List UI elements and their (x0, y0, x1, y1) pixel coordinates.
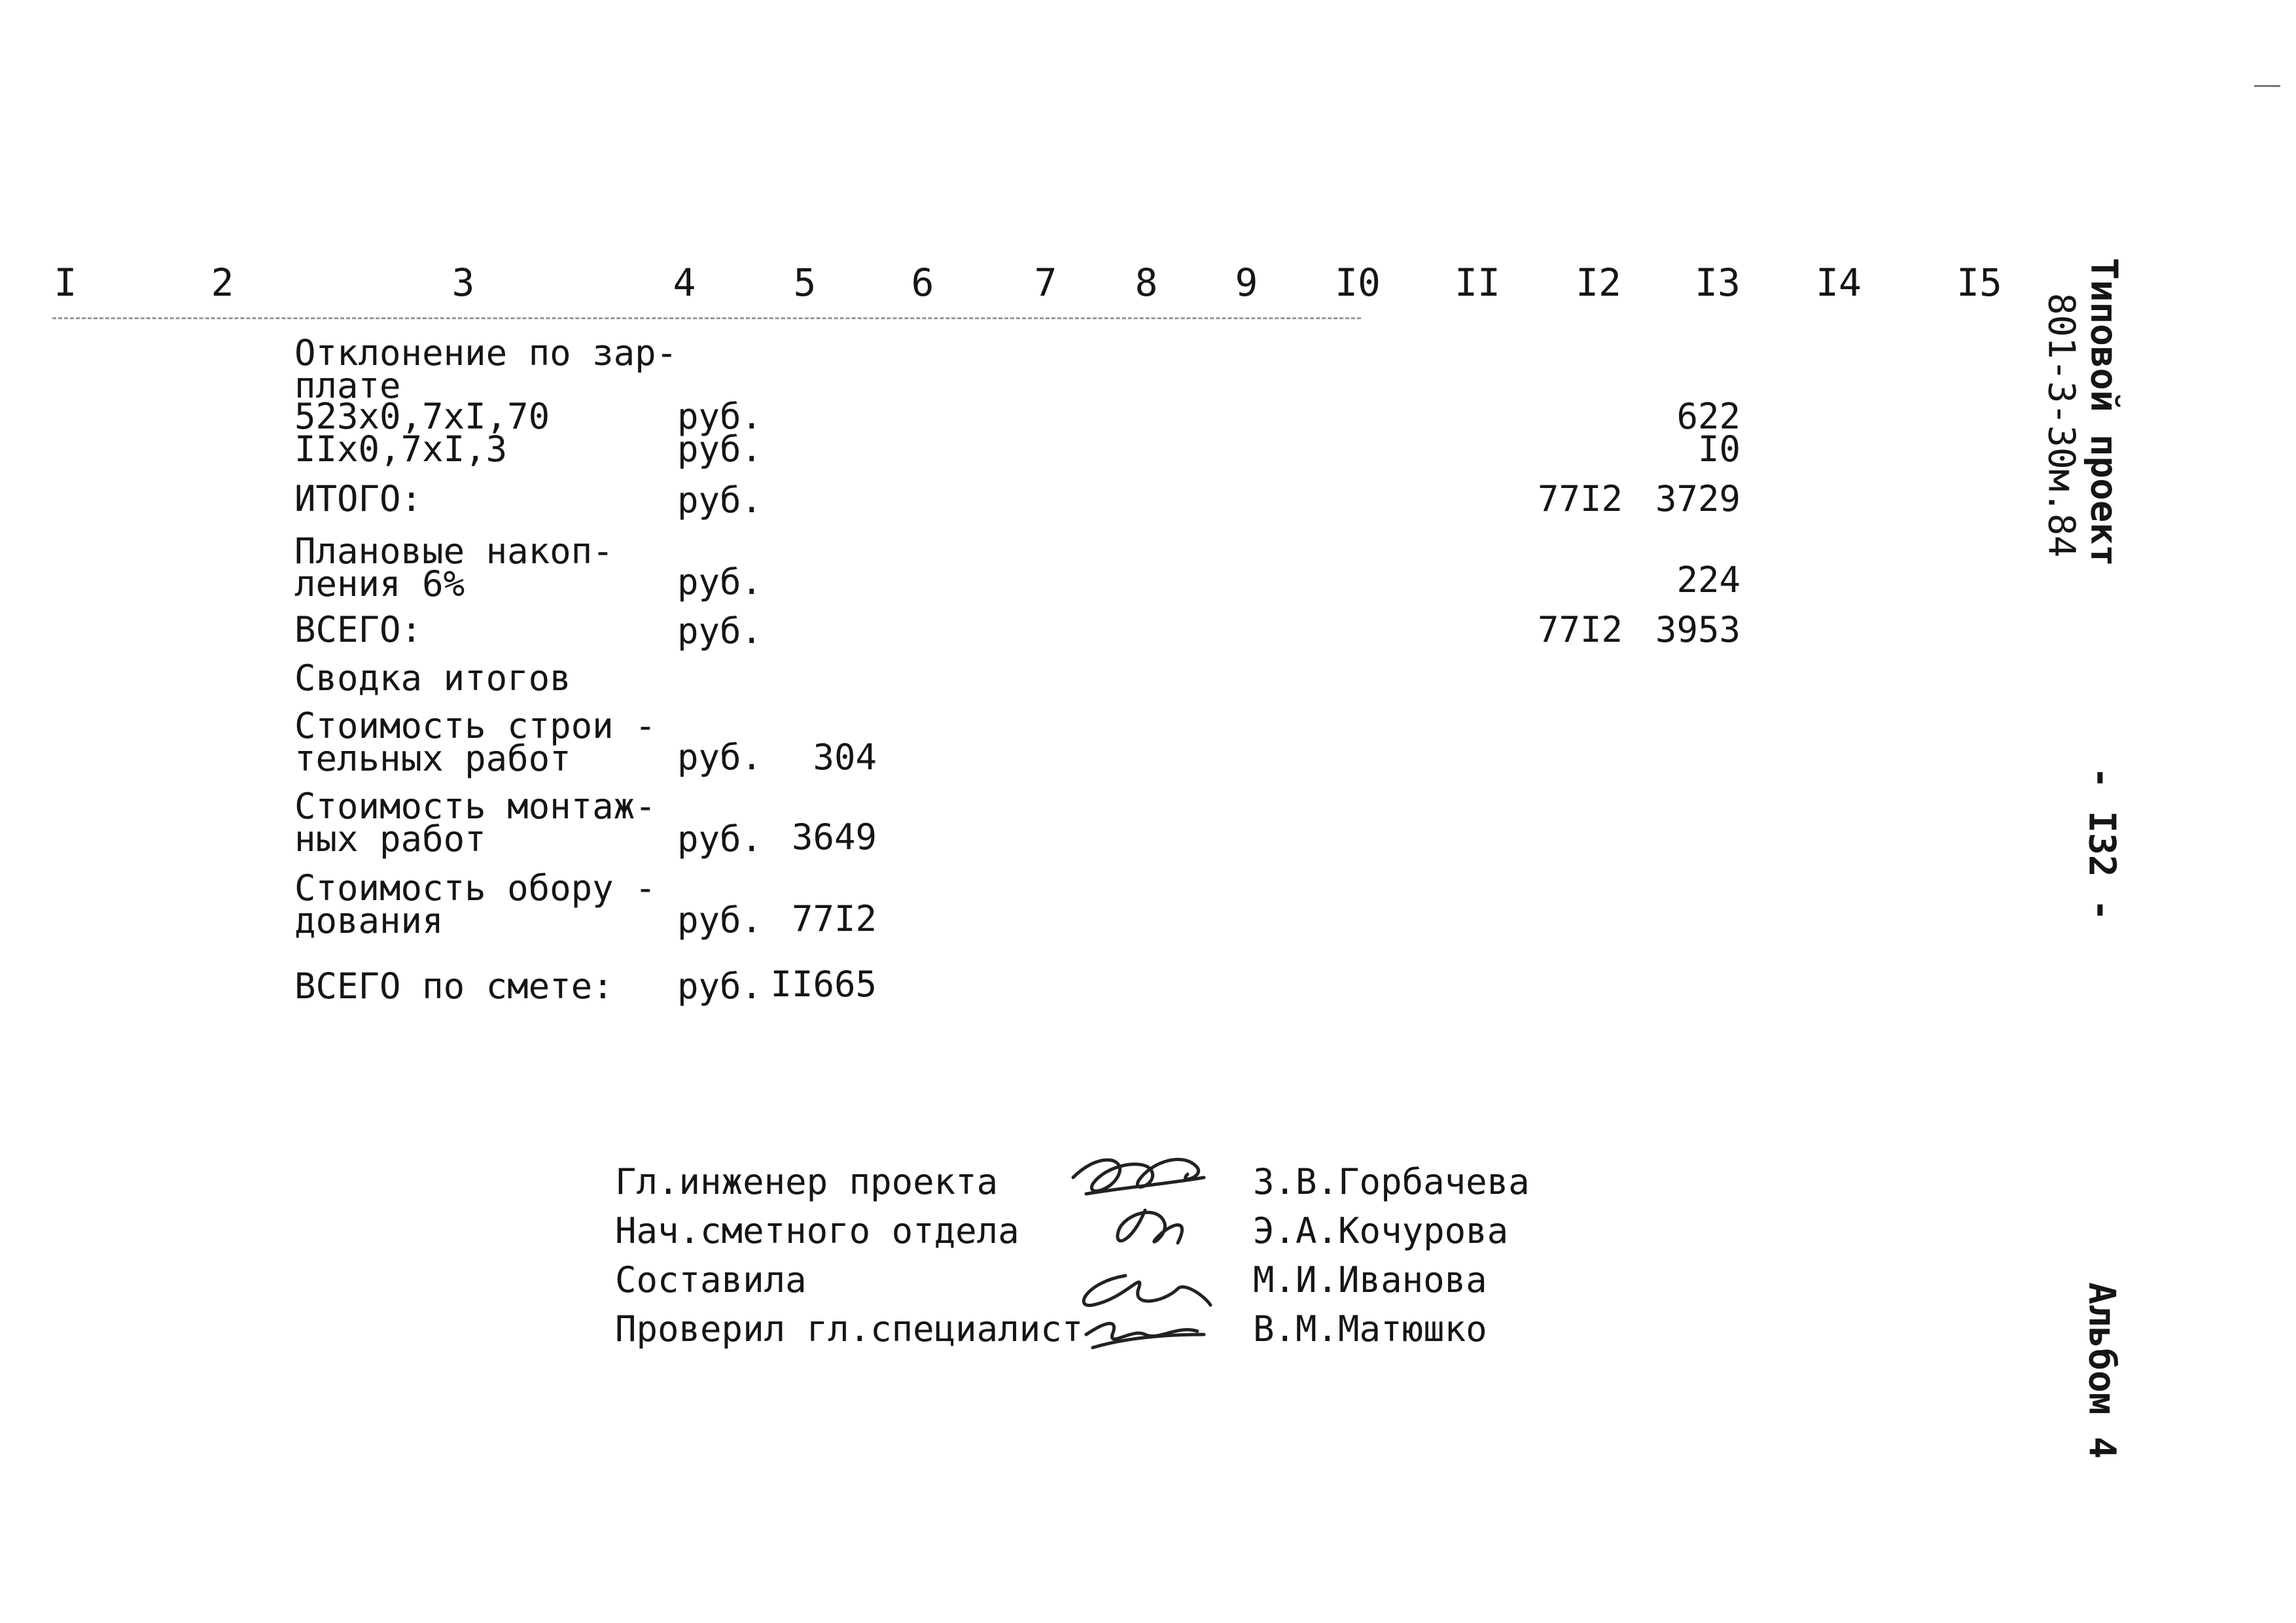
row-label-calc-2: IIх0,7хI,3 (294, 428, 508, 470)
col-header-5: 5 (793, 260, 817, 305)
scan-mark (2254, 85, 2280, 87)
row-c13-vsego: 3953 (1655, 609, 1740, 650)
col-header-1: I (54, 260, 77, 305)
row-label-installation: Стоимость монтаж- ных работ (294, 786, 656, 860)
side-album-label: Альбом 4 (2080, 1282, 2123, 1459)
side-page-number: - I32 - (2080, 766, 2123, 922)
col-header-3: 3 (451, 260, 475, 305)
row-c13-calc-2: I0 (1697, 428, 1740, 470)
col-header-13: I3 (1695, 260, 1740, 305)
sig-name-kochurova: Э.А.Кочурова (1253, 1210, 1509, 1251)
row-label-construction: Стоимость строи - тельных работ (294, 705, 656, 779)
col-header-14: I4 (1816, 260, 1862, 305)
row-c12-vsego: 77I2 (1537, 609, 1623, 650)
header-divider (52, 317, 1361, 319)
side-project-code: 801-3-30м.84 (2040, 292, 2083, 558)
row-c13-calc-1: 622 (1676, 396, 1740, 437)
row-label-equipment: Стоимость обору - дования (294, 867, 656, 941)
row-label-calc-1: 523х0,7хI,70 (294, 396, 550, 437)
col-header-6: 6 (911, 260, 934, 305)
col-header-8: 8 (1135, 260, 1158, 305)
col-header-2: 2 (211, 260, 234, 305)
row-c12-itogo: 77I2 (1537, 478, 1623, 519)
row-c5-installation: 3649 (791, 816, 877, 858)
row-unit-planned-savings: руб. (677, 561, 763, 602)
row-c13-itogo: 3729 (1655, 478, 1740, 519)
sig-role-chief-engineer: Гл.инженер проекта (615, 1161, 998, 1202)
handwritten-signatures (1047, 1138, 1243, 1361)
sig-role-compiler: Составила (615, 1259, 807, 1300)
row-c13-planned-savings: 224 (1676, 559, 1740, 601)
sig-name-ivanova: М.И.Иванова (1253, 1259, 1487, 1300)
row-unit-vsego: руб. (677, 610, 763, 652)
col-header-10: I0 (1335, 260, 1381, 305)
row-c5-estimate-total: II665 (770, 964, 877, 1005)
sig-name-gorbacheva: З.В.Горбачева (1253, 1161, 1530, 1202)
sig-role-checker: Проверил гл.специалист (615, 1308, 1084, 1350)
sig-name-matyushko: В.М.Матюшко (1253, 1308, 1487, 1350)
col-header-12: I2 (1576, 260, 1621, 305)
row-label-deviation: Отклонение по зар- плате (294, 332, 678, 406)
col-header-4: 4 (673, 260, 696, 305)
col-header-7: 7 (1034, 260, 1057, 305)
row-unit-itogo: руб. (677, 480, 763, 521)
row-unit-equipment: руб. (677, 899, 763, 941)
row-unit-construction: руб. (677, 737, 763, 778)
row-unit-installation: руб. (677, 818, 763, 860)
section-summary-title: Сводка итогов (294, 657, 571, 699)
row-label-estimate-total: ВСЕГО по смете: (294, 966, 614, 1007)
row-unit-calc-1: руб. (677, 396, 763, 437)
row-label-planned-savings: Плановые накоп- ления 6% (294, 531, 614, 604)
col-header-15: I5 (1956, 260, 2002, 305)
side-project-title: Типовой проект (2082, 257, 2125, 567)
row-c5-equipment: 77I2 (791, 898, 877, 939)
sig-role-estimate-head: Нач.сметного отдела (615, 1210, 1019, 1251)
row-unit-calc-2: руб. (677, 428, 763, 470)
row-label-itogo: ИТОГО: (294, 478, 423, 519)
col-header-9: 9 (1235, 260, 1258, 305)
row-unit-estimate-total: руб. (677, 966, 763, 1007)
row-c5-construction: 304 (813, 737, 877, 778)
col-header-11: II (1455, 260, 1500, 305)
row-label-vsego: ВСЕГО: (294, 609, 423, 650)
